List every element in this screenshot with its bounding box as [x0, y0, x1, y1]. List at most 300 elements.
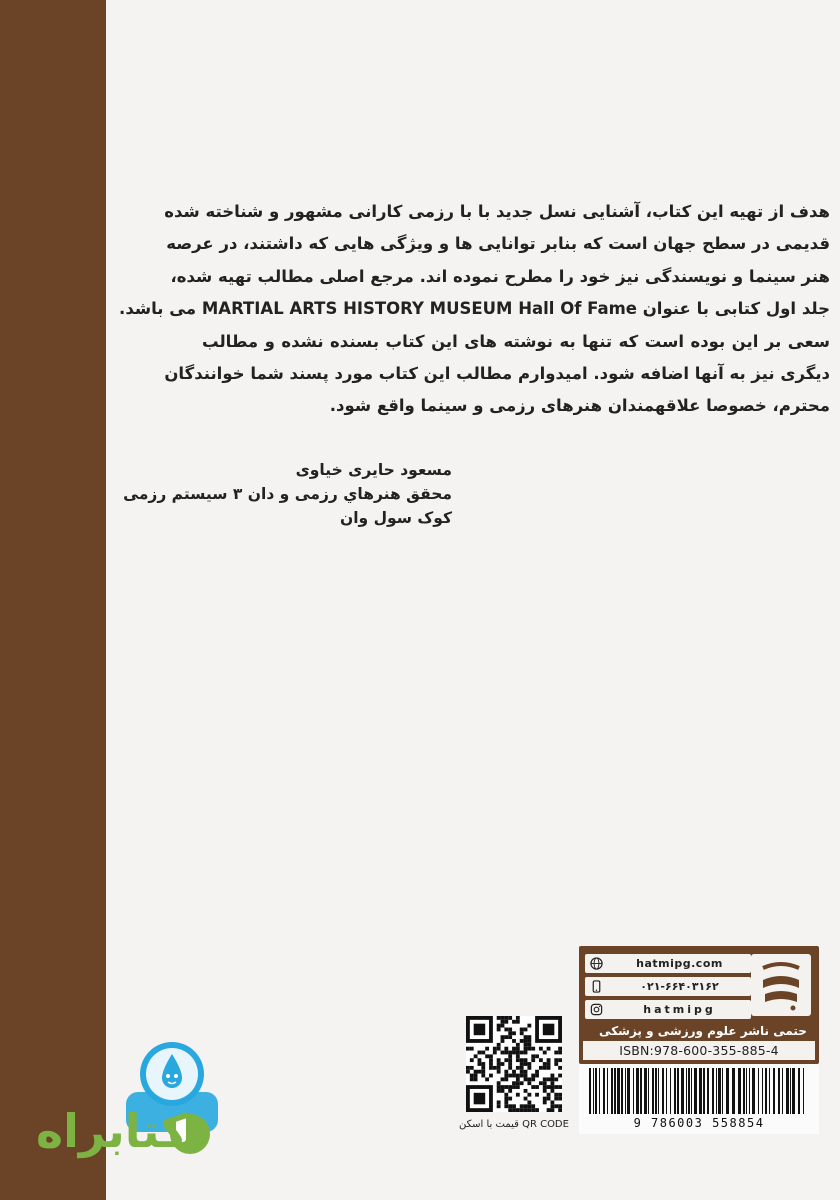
qr-module — [508, 1097, 512, 1101]
barcode-bar — [782, 1068, 783, 1114]
qr-module — [489, 1062, 493, 1066]
qr-module — [504, 1051, 508, 1055]
qr-module — [558, 1093, 562, 1097]
qr-module — [474, 1077, 478, 1081]
qr-module — [512, 1020, 516, 1024]
barcode-bar — [636, 1068, 639, 1114]
publisher-box — [579, 946, 819, 1064]
qr-module — [508, 1104, 512, 1108]
qr-module — [504, 1104, 508, 1108]
qr-module — [547, 1047, 551, 1051]
qr-module — [524, 1077, 528, 1081]
qr-module — [520, 1028, 524, 1032]
qr-module — [474, 1093, 486, 1105]
barcode-bar — [595, 1068, 597, 1114]
qr-module — [474, 1070, 478, 1074]
qr-module — [558, 1051, 562, 1055]
qr-module — [474, 1074, 478, 1078]
qr-module — [543, 1051, 547, 1055]
barcode-bar — [691, 1068, 692, 1114]
barcode-bar — [677, 1068, 679, 1114]
qr-module — [516, 1051, 520, 1055]
qr-module — [497, 1104, 501, 1108]
qr-module — [554, 1062, 558, 1066]
qr-module — [524, 1108, 528, 1112]
qr-module — [524, 1104, 528, 1108]
qr-module — [504, 1016, 508, 1020]
qr-module — [535, 1108, 539, 1112]
qr-module — [512, 1074, 516, 1078]
author-signature — [123, 458, 452, 530]
qr-module — [539, 1081, 543, 1085]
qr-module — [481, 1062, 485, 1066]
qr-module — [504, 1047, 508, 1051]
qr-module — [516, 1066, 520, 1070]
qr-module — [485, 1047, 489, 1051]
qr-module — [554, 1058, 558, 1062]
paragraph-line: قدیمی در سطح جهان است که بنابر توانایی ها و ویژگی هایی که داشتند، در عرصه — [166, 234, 830, 254]
qr-module — [520, 1074, 524, 1078]
barcode-bar — [599, 1068, 600, 1114]
qr-module — [497, 1081, 501, 1085]
qr-module — [508, 1031, 512, 1035]
barcode-bar — [758, 1068, 759, 1114]
qr-module — [470, 1058, 474, 1062]
qr-module — [466, 1047, 470, 1051]
qr-module — [478, 1062, 482, 1066]
qr-module — [527, 1108, 531, 1112]
qr-module — [558, 1066, 562, 1070]
instagram-row[interactable] — [585, 1000, 751, 1019]
qr-module — [512, 1031, 516, 1035]
qr-module — [531, 1074, 535, 1078]
qr-module — [497, 1047, 501, 1051]
qr-module — [493, 1051, 497, 1055]
qr-module — [539, 1047, 543, 1051]
qr-module — [550, 1077, 554, 1081]
qr-module — [512, 1104, 516, 1108]
qr-module — [497, 1070, 501, 1074]
qr-module — [531, 1085, 535, 1089]
barcode-bar — [712, 1068, 714, 1114]
qr-module — [520, 1058, 524, 1062]
qr-module — [516, 1081, 520, 1085]
qr-module — [470, 1066, 474, 1070]
qr-module — [508, 1016, 512, 1020]
barcode-bar — [762, 1068, 763, 1114]
barcode-bar — [694, 1068, 697, 1114]
qr-module — [504, 1074, 508, 1078]
barcode-bar — [765, 1068, 767, 1114]
author-title: محقق هنرهاي رزمی و دان ۳ سیستم رزمی — [123, 485, 452, 503]
qr-module — [554, 1051, 558, 1055]
qr-module — [501, 1035, 505, 1039]
qr-module — [481, 1066, 485, 1070]
barcode-bar — [803, 1068, 804, 1114]
qr-module — [543, 1062, 547, 1066]
barcode-bar — [718, 1068, 721, 1114]
qr-module — [558, 1047, 562, 1051]
qr-module — [501, 1062, 505, 1066]
qr-module — [508, 1074, 512, 1078]
qr-module — [501, 1039, 505, 1043]
barcode-bar — [614, 1068, 616, 1114]
qr-module — [504, 1085, 508, 1089]
isbn-label: ISBN:978-600-355-885-4 — [583, 1041, 815, 1060]
qr-module — [550, 1108, 554, 1112]
barcode-bar — [722, 1068, 723, 1114]
qr-module — [501, 1024, 505, 1028]
qr-module — [508, 1058, 512, 1062]
qr-module — [516, 1047, 520, 1051]
qr-module — [524, 1074, 528, 1078]
qr-module — [550, 1104, 554, 1108]
barcode-bar — [773, 1068, 775, 1114]
qr-module — [478, 1051, 482, 1055]
barcode-bar — [688, 1068, 690, 1114]
barcode-bar — [681, 1068, 684, 1114]
qr-module — [547, 1108, 551, 1112]
qr-module — [508, 1028, 512, 1032]
barcode-bar — [625, 1068, 626, 1114]
qr-module — [550, 1074, 554, 1078]
qr-module — [524, 1070, 528, 1074]
qr-module — [520, 1031, 524, 1035]
qr-module — [504, 1077, 508, 1081]
qr-module — [527, 1043, 531, 1047]
globe-icon — [588, 956, 604, 972]
barcode-bar — [633, 1068, 634, 1114]
author-style: کوک سول وان — [340, 509, 452, 527]
qr-module — [554, 1093, 558, 1097]
paragraph-line: محترم، خصوصا علاقهمندان هنرهای رزمی و سینما واقع شود. — [329, 396, 830, 416]
qr-module — [547, 1058, 551, 1062]
isbn-barcode — [579, 1064, 819, 1134]
qr-module — [543, 1024, 555, 1036]
qr-module — [493, 1047, 497, 1051]
qr-module — [524, 1058, 528, 1062]
qr-module — [470, 1074, 474, 1078]
qr-module — [531, 1047, 535, 1051]
qr-module — [497, 1089, 501, 1093]
qr-module — [535, 1074, 539, 1078]
qr-module — [550, 1085, 554, 1089]
instagram-text: hatmipg — [643, 1003, 716, 1016]
barcode-bar — [617, 1068, 620, 1114]
qr-module — [554, 1097, 558, 1101]
qr-caption: قیمت با اسکن QR CODE — [459, 1119, 569, 1130]
qr-module — [527, 1039, 531, 1043]
qr-module — [508, 1051, 512, 1055]
barcode-bar — [743, 1068, 745, 1114]
barcode-bar — [644, 1068, 647, 1114]
qr-module — [531, 1108, 535, 1112]
author-name: مسعود حایری خیاوی — [295, 461, 452, 479]
barcode-bar — [658, 1068, 659, 1114]
qr-module — [485, 1054, 489, 1058]
paragraph-line: هنر سینما و نویسندگی نیز خود را مطرح نموده اند. مرجع اصلی مطالب تهیه شده، — [170, 266, 830, 286]
qr-module — [527, 1024, 531, 1028]
qr-module — [516, 1093, 520, 1097]
qr-module — [520, 1066, 524, 1070]
qr-module — [501, 1051, 505, 1055]
qr-module — [497, 1024, 501, 1028]
barcode-bar — [640, 1068, 642, 1114]
barcode-bar — [703, 1068, 705, 1114]
qr-module — [470, 1077, 474, 1081]
qr-module — [497, 1062, 501, 1066]
instagram-icon — [588, 1002, 604, 1018]
qr-module — [554, 1085, 558, 1089]
qr-module — [524, 1097, 528, 1101]
barcode-bar — [707, 1068, 709, 1114]
qr-module — [497, 1028, 501, 1032]
qr-module — [520, 1062, 524, 1066]
qr-module — [501, 1089, 505, 1093]
qr-module — [504, 1020, 508, 1024]
qr-module — [501, 1077, 505, 1081]
qr-module — [543, 1089, 547, 1093]
paragraph-line: هدف از تهیه این کتاب، آشنایی نسل جدید با با رزمی کارانی مشهور و شناخته شده — [164, 202, 830, 221]
phone-text: ۰۲۱-۶۶۴۰۳۱۶۲ — [640, 980, 719, 993]
barcode-bar — [607, 1068, 608, 1114]
qr-module — [497, 1085, 501, 1089]
qr-module — [535, 1093, 539, 1097]
qr-module — [547, 1097, 551, 1101]
qr-module — [501, 1016, 505, 1020]
barcode-bar — [798, 1068, 800, 1114]
barcode-bar — [786, 1068, 789, 1114]
qr-module — [516, 1054, 520, 1058]
qr-module — [501, 1020, 505, 1024]
barcode-bar — [666, 1068, 667, 1114]
barcode-bar — [686, 1068, 687, 1114]
qr-module — [535, 1054, 539, 1058]
barcode-bar — [674, 1068, 676, 1114]
qr-module — [527, 1093, 531, 1097]
qr-module — [497, 1016, 501, 1020]
qr-code[interactable] — [466, 1016, 562, 1112]
barcode-bar — [738, 1068, 741, 1114]
publisher-logo-icon — [755, 958, 807, 1012]
qr-module — [527, 1062, 531, 1066]
barcode-bar — [716, 1068, 717, 1114]
qr-module — [543, 1097, 547, 1101]
qr-module — [524, 1062, 528, 1066]
qr-module — [547, 1085, 551, 1089]
paragraph-line: دیگری نیز به آنها اضافه شود. امیدوارم مطالب این کتاب مورد پسند شما خوانندگان — [164, 364, 830, 384]
qr-module — [531, 1077, 535, 1081]
qr-module — [539, 1066, 543, 1070]
description-paragraph — [119, 196, 830, 423]
qr-module — [531, 1054, 535, 1058]
publisher-logo — [751, 954, 811, 1016]
qr-module — [497, 1066, 501, 1070]
qr-module — [516, 1043, 520, 1047]
qr-module — [470, 1047, 474, 1051]
qr-module — [543, 1066, 547, 1070]
qr-module — [543, 1085, 547, 1089]
qr-module — [547, 1062, 551, 1066]
qr-module — [554, 1077, 558, 1081]
qr-module — [516, 1108, 520, 1112]
qr-module — [550, 1089, 554, 1093]
barcode-bar — [603, 1068, 605, 1114]
qr-module — [497, 1043, 501, 1047]
qr-module — [558, 1058, 562, 1062]
barcode-bar — [746, 1068, 747, 1114]
ketabrah-watermark-text: کتابراه — [36, 1104, 188, 1158]
qr-module — [516, 1074, 520, 1078]
qr-module — [516, 1077, 520, 1081]
qr-module — [478, 1058, 482, 1062]
qr-module — [489, 1054, 493, 1058]
qr-module — [512, 1085, 516, 1089]
qr-module — [520, 1039, 524, 1043]
qr-module — [516, 1020, 520, 1024]
qr-module — [524, 1035, 528, 1039]
qr-module — [524, 1039, 528, 1043]
qr-module — [527, 1066, 531, 1070]
qr-module — [489, 1074, 493, 1078]
qr-module — [558, 1085, 562, 1089]
qr-module — [547, 1093, 551, 1097]
barcode-bar — [732, 1068, 735, 1114]
qr-module — [508, 1108, 512, 1112]
qr-module — [504, 1100, 508, 1104]
qr-module — [485, 1077, 489, 1081]
qr-module — [504, 1035, 508, 1039]
qr-module — [527, 1081, 531, 1085]
qr-module — [504, 1028, 508, 1032]
qr-module — [520, 1051, 524, 1055]
barcode-bar — [611, 1068, 613, 1114]
qr-module — [493, 1066, 497, 1070]
qr-module — [527, 1104, 531, 1108]
barcode-bar — [769, 1068, 770, 1114]
qr-module — [531, 1058, 535, 1062]
barcode-bars — [585, 1068, 813, 1116]
barcode-bar — [589, 1068, 591, 1114]
qr-module — [512, 1108, 516, 1112]
barcode-bar — [593, 1068, 594, 1114]
qr-module — [497, 1058, 501, 1062]
qr-module — [481, 1070, 485, 1074]
qr-module — [504, 1097, 508, 1101]
qr-module — [524, 1028, 528, 1032]
qr-module — [520, 1104, 524, 1108]
qr-module — [558, 1097, 562, 1101]
qr-module — [524, 1051, 528, 1055]
qr-module — [481, 1051, 485, 1055]
publisher-name: حتمی ناشر علوم ورزشی و پزشکی — [599, 1024, 807, 1038]
qr-module — [501, 1085, 505, 1089]
qr-module — [527, 1047, 531, 1051]
qr-module — [524, 1089, 528, 1093]
qr-module — [516, 1085, 520, 1089]
qr-module — [474, 1024, 486, 1036]
qr-module — [539, 1058, 543, 1062]
qr-module — [512, 1039, 516, 1043]
qr-module — [508, 1085, 512, 1089]
barcode-bar — [699, 1068, 702, 1114]
qr-module — [489, 1058, 493, 1062]
qr-module — [466, 1066, 470, 1070]
qr-module — [516, 1058, 520, 1062]
paragraph-line: سعی بر این بوده است که تنها به نوشته های این کتاب بسنده نشده و مطالب — [202, 331, 830, 351]
barcode-bar — [778, 1068, 780, 1114]
phone-row[interactable] — [585, 977, 751, 996]
qr-module — [478, 1070, 482, 1074]
barcode-bar — [648, 1068, 649, 1114]
qr-module — [466, 1070, 470, 1074]
barcode-bar — [792, 1068, 795, 1114]
qr-module — [520, 1081, 524, 1085]
qr-module — [543, 1077, 547, 1081]
book-spine — [0, 0, 106, 1200]
barcode-bar — [790, 1068, 791, 1114]
qr-module — [512, 1047, 516, 1051]
qr-module — [527, 1100, 531, 1104]
barcode-bar — [726, 1068, 729, 1114]
qr-module — [524, 1047, 528, 1051]
paragraph-line: جلد اول کتابی با عنوان MARTIAL ARTS HISTORY MUSEUM Hall Of Fame می باشد. — [119, 299, 830, 319]
qr-module — [547, 1077, 551, 1081]
qr-module — [508, 1035, 512, 1039]
qr-module — [558, 1104, 562, 1108]
qr-module — [508, 1062, 512, 1066]
barcode-bar — [627, 1068, 630, 1114]
qr-module — [508, 1066, 512, 1070]
qr-module — [558, 1074, 562, 1078]
qr-module — [527, 1035, 531, 1039]
qr-module — [535, 1070, 539, 1074]
qr-module — [535, 1085, 539, 1089]
qr-module — [550, 1081, 554, 1085]
qr-module — [547, 1066, 551, 1070]
barcode-bar — [655, 1068, 657, 1114]
qr-module — [516, 1016, 520, 1020]
qr-module — [489, 1066, 493, 1070]
qr-module — [504, 1058, 508, 1062]
qr-module — [554, 1104, 558, 1108]
qr-module — [558, 1108, 562, 1112]
phone-icon — [588, 979, 604, 995]
barcode-bar — [752, 1068, 755, 1114]
qr-module — [481, 1074, 485, 1078]
barcode-bar — [652, 1068, 654, 1114]
qr-module — [504, 1093, 508, 1097]
barcode-bar — [749, 1068, 750, 1114]
barcode-bar — [670, 1068, 671, 1114]
website-row[interactable] — [585, 954, 751, 973]
barcode-bar — [621, 1068, 623, 1114]
barcode-number: 9 786003 558854 — [633, 1116, 765, 1130]
qr-module — [497, 1100, 501, 1104]
qr-module — [474, 1054, 478, 1058]
qr-module — [543, 1100, 547, 1104]
qr-module — [550, 1100, 554, 1104]
qr-module — [527, 1077, 531, 1081]
qr-module — [512, 1051, 516, 1055]
qr-module — [508, 1089, 512, 1093]
qr-module — [508, 1054, 512, 1058]
barcode-bar — [662, 1068, 664, 1114]
qr-module — [512, 1081, 516, 1085]
qr-module — [504, 1070, 508, 1074]
qr-module — [531, 1104, 535, 1108]
qr-module — [512, 1070, 516, 1074]
